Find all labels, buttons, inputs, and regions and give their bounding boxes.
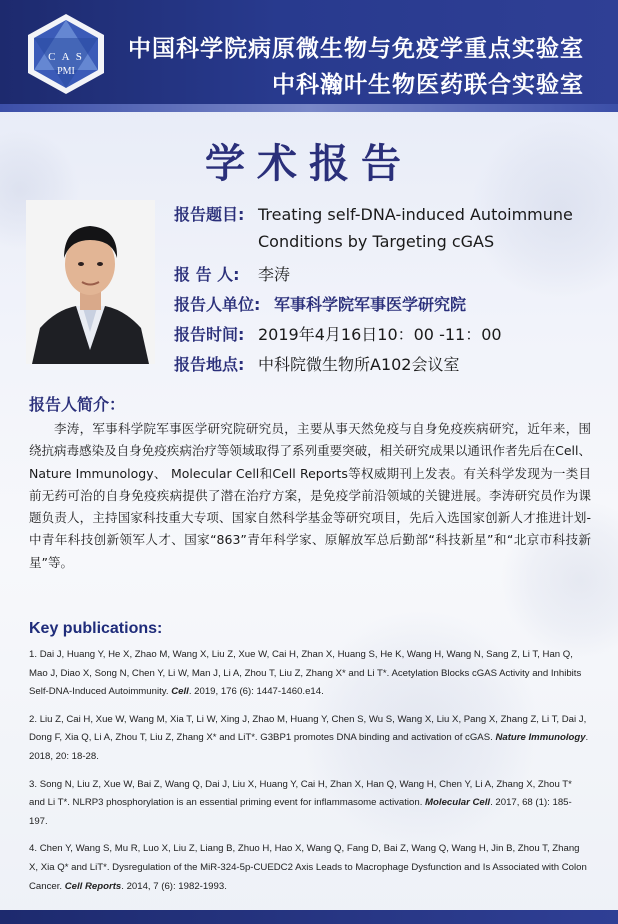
publication-text: Chen Y, Wang S, Mu R, Luo X, Liu Z, Liang B, Zhuo H, Hao X, Wang Q, Fang D, Bai Z, Wang Q, Wang H, Jin B, Zhou T, Zhang X, Xia Q* and LiT*. Dysregulation of the MiR-324-5p-CUEDC2 Axis Leads to Macrophage Dysfunction and Is Associated with Colon Cancer. — [29, 843, 587, 892]
publication-details: . 2018, 20: 18-28. — [29, 732, 589, 762]
topic-row-continued — [258, 232, 494, 251]
svg-text:C A S: C A S — [48, 51, 84, 63]
publication-text: Liu Z, Cai H, Xue W, Wang M, Xia T, Li W, Xing J, Zhao M, Huang Y, Chen S, Wu S, Wang X, Liu X, Pang X, Zhang Z, Li T, Dai J, Dong F, Xia Q, Li A, Zhou T, Liu Z, Zhang X* and LiT*. G3BP1 promotes DNA binding and activation of cGAS. — [29, 713, 587, 744]
publications-heading: Key publications: — [29, 620, 163, 637]
header-banner — [0, 0, 618, 112]
publication-text: Song N, Liu Z, Xue W, Bai Z, Wang Q, Dai J, Liu X, Huang Y, Cai H, Zhan X, Han Q, Wang H, Chen Y, Li A, Zhang X, Zhou T* and Li T*. NLRP3 phosphorylation is an essential priming event for inflammasome activation. — [29, 778, 572, 809]
cas-pmi-logo — [24, 12, 108, 96]
header-divider — [0, 104, 618, 112]
speaker-name: 李涛 — [258, 265, 291, 284]
publication-journal: Cell — [171, 686, 189, 698]
speaker-row — [174, 262, 290, 285]
publication-details: . 2017, 68 (1): 185-197. — [29, 797, 572, 827]
affiliation-value: 军事科学院军事医学研究院 — [274, 295, 467, 314]
publication-details: . 2019, 176 (6): 1447-1460.e14. — [188, 686, 324, 698]
location-label: 报告地点: — [174, 355, 245, 374]
topic-label: 报告题目: — [174, 205, 245, 224]
time-row — [174, 322, 502, 345]
publication-item: 3. Song N, Liu Z, Xue W, Bai Z, Wang Q, Dai J, Liu X, Huang Y, Cai H, Zhan X, Han Q, Wang H, Chen Y, Li A, Zhang X, Zhou T* and Li T*. NLRP3 phosphorylation is an essential priming event for inflammasome activation. Molecular Cell. 2017, 68 (1): 185-197. — [29, 778, 572, 827]
footer-bar — [0, 910, 618, 924]
institution-line-1: 中国科学院病原微生物与免疫学重点实验室 — [128, 36, 584, 62]
svg-text:PMI: PMI — [57, 66, 75, 77]
bio-heading: 报告人简介： — [29, 395, 126, 414]
publication-list — [29, 646, 589, 905]
publication-details: . 2014, 7 (6): 1982-1993. — [121, 880, 227, 892]
speaker-photo — [26, 200, 155, 364]
institution-line-2: 中科瀚叶生物医药联合实验室 — [272, 72, 584, 98]
time-value: 2019年4月16日10：00 -11：00 — [258, 325, 502, 344]
publication-item: 4. Chen Y, Wang S, Mu R, Luo X, Liu Z, Liang B, Zhuo H, Hao X, Wang Q, Fang D, Bai Z, Wang Q, Wang H, Jin B, Zhou T, Zhang X, Xia Q* and LiT*. Dysregulation of the MiR-324-5p-CUEDC2 Axis Leads to Macrophage Dysfunction and Is Associated with Colon Cancer. Cell Reports. 2014, 7 (6): 1982-1993. — [29, 843, 587, 892]
topic-line-2: Conditions by Targeting cGAS — [258, 232, 495, 251]
bio-text: 李涛，军事科学院军事医学研究院研究员，主要从事天然免疫与自身免疫疾病研究，近年来，围绕抗病毒感染及自身免疫疾病治疗等领域取得了系列重要突破，相关研究成果以通讯作者先后在Cell、Nature Immunology、 Molecular Cell和Cell Reports等权威期刊上发表。有关科学发现为一类目前无药可治的自身免疫疾病提供了潜在治疗方案，是免疫学前沿领域的关键进展。李涛研究员作为课题负责人，主持国家科技重大专项、国家自然科学基金等研究项目，先后入选国家创新人才推进计划-中青年科技创新领军人才、国家“863”青年科学家、原解放军总后勤部“科技新星”和“北京市科技新星”等。 — [29, 421, 591, 570]
affiliation-label: 报告人单位: — [174, 295, 261, 314]
affiliation-row — [174, 292, 466, 315]
page-title: 学术报告 — [205, 141, 413, 187]
topic-line-1: Treating self-DNA-induced Autoimmune — [258, 205, 573, 224]
location-row — [174, 352, 460, 375]
publication-item: 2. Liu Z, Cai H, Xue W, Wang M, Xia T, Li W, Xing J, Zhao M, Huang Y, Chen S, Wu S, Wang X, Liu X, Pang X, Zhang Z, Li T, Dai J, Dong F, Xia Q, Li A, Zhou T, Liu Z, Zhang X* and LiT*. G3BP1 promotes DNA binding and activation of cGAS. Nature Immunology. 2018, 20: 18-28. — [29, 713, 589, 762]
location-value: 中科院微生物所A102会议室 — [258, 355, 460, 374]
time-label: 报告时间: — [174, 325, 245, 344]
publication-text: Dai J, Huang Y, He X, Zhao M, Wang X, Liu Z, Xue W, Cai H, Zhan X, Huang S, He K, Wang H, Wang N, Sang Z, Li T, Han Q, Mao J, Diao X, Song N, Chen Y, Li W, Man J, Li A, Zhou T, Liu Z, Zhang X* and Li T*. Acetylation Blocks cGAS Activity and Inhibits Self-DNA-Induced Autoimmunity. — [29, 649, 582, 698]
publication-journal: Molecular Cell — [425, 797, 491, 809]
topic-row — [174, 202, 573, 225]
publication-journal: Cell Reports — [64, 880, 122, 892]
publication-item: 1. Dai J, Huang Y, He X, Zhao M, Wang X, Liu Z, Xue W, Cai H, Zhan X, Huang S, He K, Wang H, Wang N, Sang Z, Li T, Han Q, Mao J, Diao X, Song N, Chen Y, Li W, Man J, Li A, Zhou T, Liu Z, Zhang X* and Li T*. Acetylation Blocks cGAS Activity and Inhibits Self-DNA-Induced Autoimmunity. Cell. 2019, 176 (6): 1447-1460.e14. — [29, 649, 582, 698]
publication-journal: Nature Immunology — [495, 732, 586, 744]
speaker-label: 报 告 人: — [174, 265, 240, 284]
